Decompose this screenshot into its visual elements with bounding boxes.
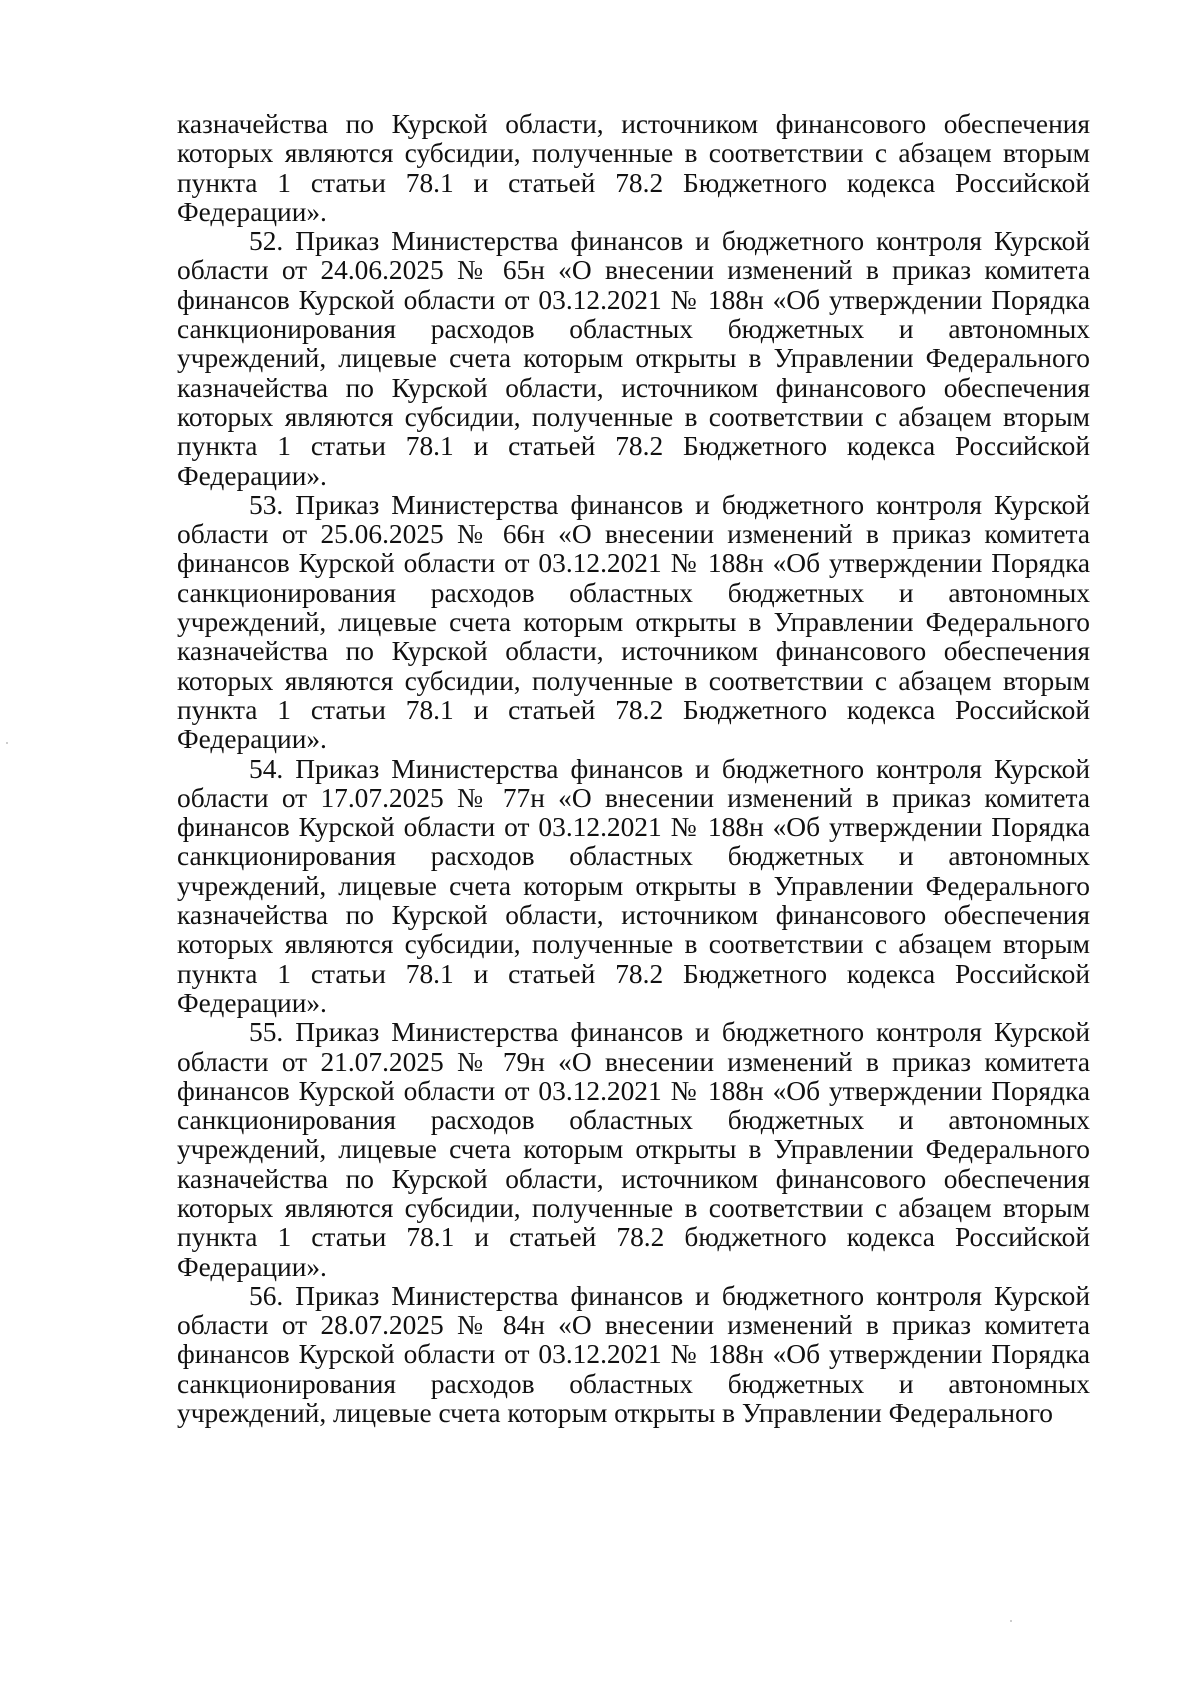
paragraph-continuation: казначейства по Курской области, источником финансового обеспечения которых являются субсидии, полученные в соответствии с абзацем вторым пункта 1 статьи 78.1 и статьей 78.2 Бюджетного кодекса Российской Федерации».: [177, 109, 1090, 227]
paragraph-item-54: 54. Приказ Министерства финансов и бюджетного контроля Курской области от 17.07.2025 № 77н «О внесении изменений в приказ комитета финансов Курской области от 03.12.2021 № 188н «Об утверждении Порядка санкционирования расходов областных бюджетных и автономных учреждений, лицевые счета которым открыты в Управлении Федерального казначейства по Курской области, источником финансового обеспечения которых являются субсидии, полученные в соответствии с абзацем вторым пункта 1 статьи 78.1 и статьей 78.2 Бюджетного кодекса Российской Федерации».: [177, 753, 1090, 1018]
paragraph-item-52: 52. Приказ Министерства финансов и бюджетного контроля Курской области от 24.06.2025 № 65н «О внесении изменений в приказ комитета финансов Курской области от 03.12.2021 № 188н «Об утверждении Порядка санкционирования расходов областных бюджетных и автономных учреждений, лицевые счета которым открыты в Управлении Федерального казначейства по Курской области, источником финансового обеспечения которых являются субсидии, полученные в соответствии с абзацем вторым пункта 1 статьи 78.1 и статьей 78.2 Бюджетного кодекса Российской Федерации».: [177, 226, 1090, 491]
paragraph-item-55: 55. Приказ Министерства финансов и бюджетного контроля Курской области от 21.07.2025 № 79н «О внесении изменений в приказ комитета финансов Курской области от 03.12.2021 № 188н «Об утверждении Порядка санкционирования расходов областных бюджетных и автономных учреждений, лицевые счета которым открыты в Управлении Федерального казначейства по Курской области, источником финансового обеспечения которых являются субсидии, полученные в соответствии с абзацем вторым пункта 1 статьи 78.1 и статьей 78.2 бюджетного кодекса Российской Федерации».: [177, 1017, 1090, 1282]
document-body: [177, 110, 1090, 1428]
paragraph-item-53: 53. Приказ Министерства финансов и бюджетного контроля Курской области от 25.06.2025 № 66н «О внесении изменений в приказ комитета финансов Курской области от 03.12.2021 № 188н «Об утверждении Порядка санкционирования расходов областных бюджетных и автономных учреждений, лицевые счета которым открыты в Управлении Федерального казначейства по Курской области, источником финансового обеспечения которых являются субсидии, полученные в соответствии с абзацем вторым пункта 1 статьи 78.1 и статьей 78.2 Бюджетного кодекса Российской Федерации».: [177, 489, 1090, 755]
scan-speck: [1010, 1620, 1012, 1622]
paragraph-item-56: 56. Приказ Министерства финансов и бюджетного контроля Курской области от 28.07.2025 № 84н «О внесении изменений в приказ комитета финансов Курской области от 03.12.2021 № 188н «Об утверждении Порядка санкционирования расходов областных бюджетных и автономных учреждений, лицевые счета которым открыты в Управлении Федерального: [177, 1280, 1090, 1429]
scan-speck: [6, 742, 8, 744]
